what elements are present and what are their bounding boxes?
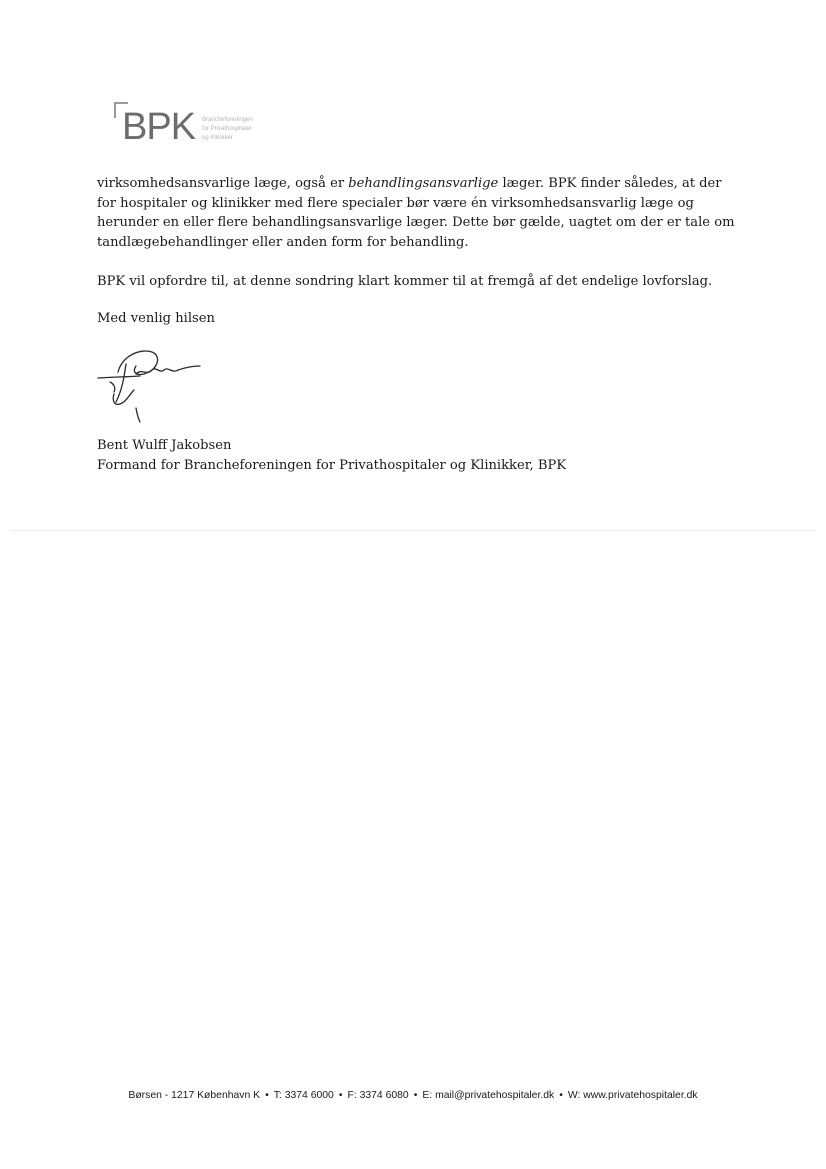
logo-subtitle-line: for Privathospitaler: [202, 126, 253, 132]
page-divider: [10, 530, 816, 531]
paragraph-1-start: virksomhedsansvarlige læge, også er: [97, 176, 349, 191]
footer-separator: •: [559, 1090, 563, 1101]
letter-footer: [0, 1090, 826, 1101]
bpk-logo: [114, 102, 284, 152]
letter-body: [97, 174, 737, 328]
footer-separator: •: [265, 1090, 269, 1101]
closing-salutation: Med venlig hilsen: [97, 310, 215, 326]
footer-separator: •: [338, 1090, 343, 1101]
emphasis-term: behandlingsansvarlige: [348, 176, 499, 191]
footer-email: E: mail@privatehospitaler.dk: [422, 1090, 555, 1101]
signer-title: Formand for Brancheforeningen for Privathospitaler og Klinikker, BPK: [97, 457, 567, 473]
signer-block: [97, 436, 566, 475]
signer-name: Bent Wulff Jakobsen: [97, 438, 232, 453]
footer-address: Børsen - 1217 København K: [128, 1090, 261, 1101]
paragraph-1-rest: læger. BPK finder således, at der for hospitaler og klinikker med flere specialer bør være én virksomhedsansvarlig læge og herunder en eller flere behandlingsansvarlige læger. Dette bør gælde, uagtet om der er tale om tandlægebehandlinger eller anden form for behandling.: [97, 176, 735, 250]
logo-subtitle-line: og Klinikker: [202, 135, 234, 141]
footer-fax: F: 3374 6080: [347, 1090, 409, 1101]
handwritten-signature: [96, 344, 208, 426]
logo-subtitle-line: Brancheforeningen: [202, 117, 253, 123]
footer-phone: T: 3374 6000: [273, 1090, 334, 1101]
paragraph-1: [97, 174, 737, 252]
logo-subtitle: [202, 116, 253, 143]
paragraph-2: BPK vil opfordre til, at denne sondring klart kommer til at fremgå af det endelige lovforslag.: [97, 274, 713, 289]
footer-separator: •: [413, 1090, 418, 1101]
footer-web: W: www.privatehospitaler.dk: [567, 1090, 698, 1101]
logo-mark: BPK: [122, 106, 196, 148]
